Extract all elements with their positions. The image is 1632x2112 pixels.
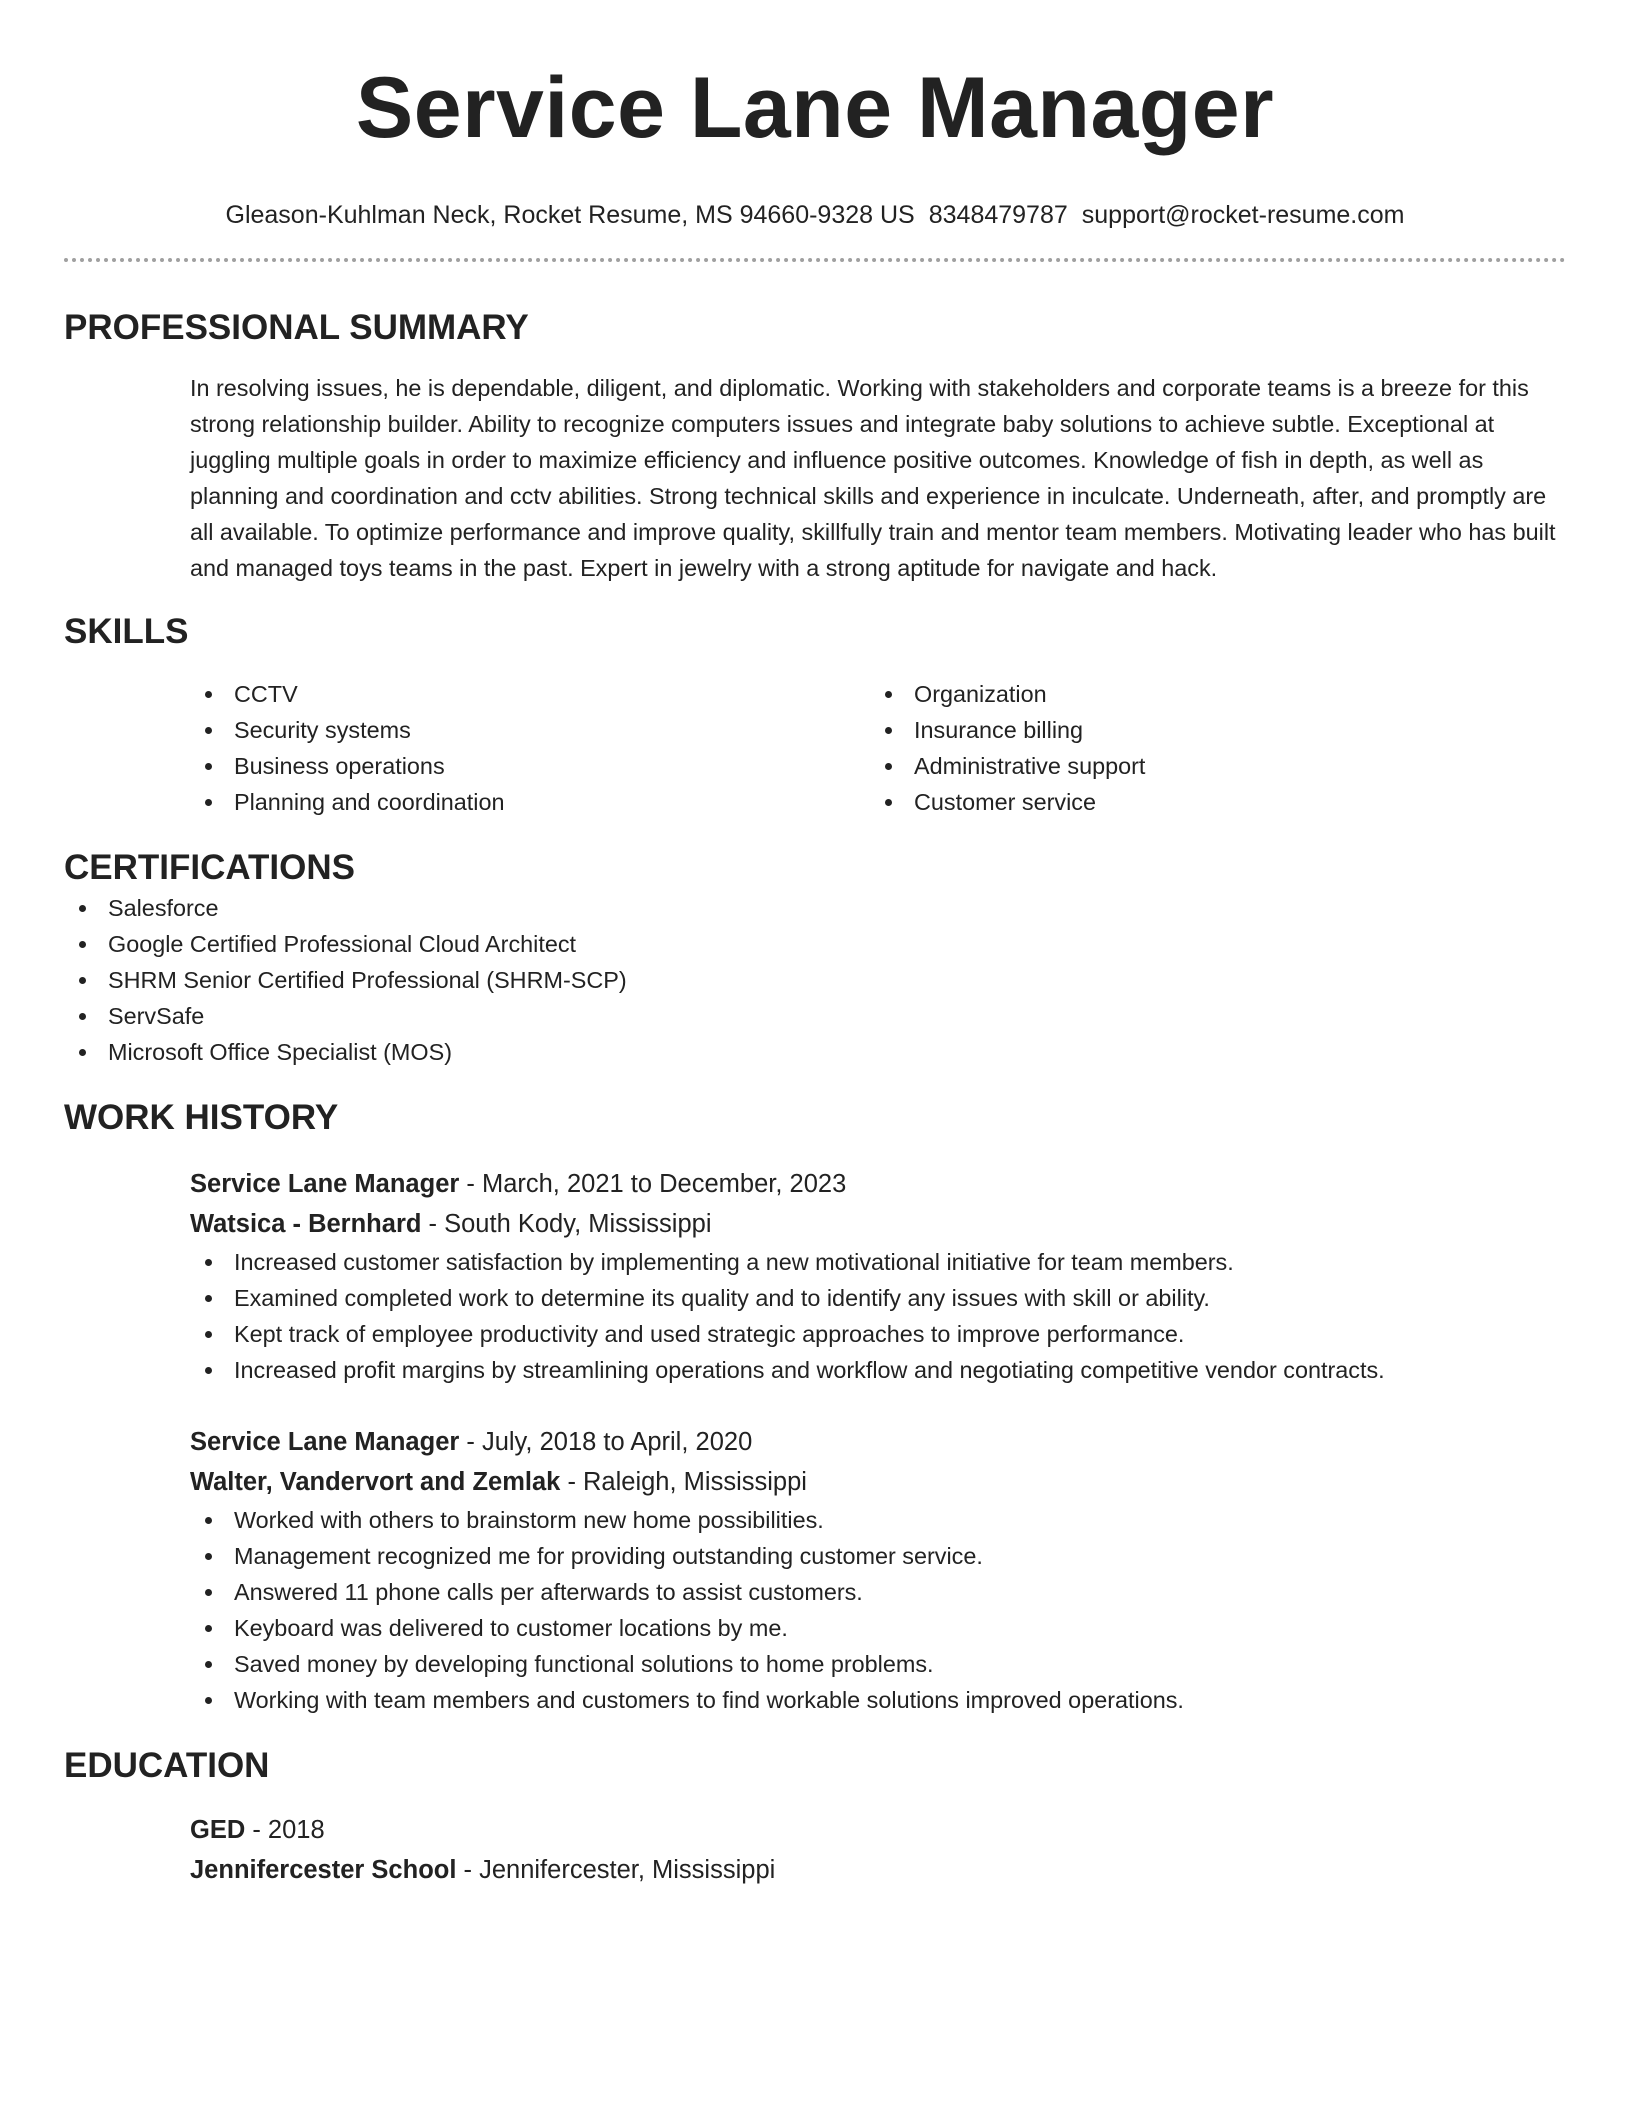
job-company-line	[190, 1204, 1566, 1244]
job-bullet: Answered 11 phone calls per afterwards to assist customers.	[190, 1574, 1566, 1610]
job-company: Watsica - Bernhard	[190, 1210, 422, 1238]
education-location: - Jennifercester, Mississippi	[456, 1856, 776, 1884]
skill-item: Security systems	[190, 712, 870, 748]
job-bullet: Management recognized me for providing outstanding customer service.	[190, 1538, 1566, 1574]
job-bullet: Examined completed work to determine its quality and to identify any issues with skill or ability.	[190, 1280, 1566, 1316]
certifications-section	[64, 846, 1566, 1070]
job-company-line	[190, 1462, 1566, 1502]
job-role: Service Lane Manager	[190, 1170, 460, 1198]
education-heading: EDUCATION	[64, 1746, 270, 1785]
job-bullet: Worked with others to brainstorm new home possibilities.	[190, 1502, 1566, 1538]
summary-heading: PROFESSIONAL SUMMARY	[64, 308, 529, 347]
job-bullet: Saved money by developing functional solutions to home problems.	[190, 1646, 1566, 1682]
certification-item: SHRM Senior Certified Professional (SHRM-SCP)	[64, 962, 1566, 998]
skills-list-right	[870, 676, 1566, 820]
certifications-heading: CERTIFICATIONS	[64, 848, 356, 887]
job-bullet: Keyboard was delivered to customer locations by me.	[190, 1610, 1566, 1646]
education-degree: GED	[190, 1816, 246, 1844]
skill-item: Business operations	[190, 748, 870, 784]
candidate-name: Service Lane Manager	[355, 60, 1275, 156]
job-title-line	[190, 1164, 1566, 1204]
job-bullet: Kept track of employee productivity and used strategic approaches to improve performance.	[190, 1316, 1566, 1352]
job-bullets	[190, 1502, 1566, 1718]
education-degree-line	[190, 1810, 1566, 1850]
certification-item: Google Certified Professional Cloud Architect	[64, 926, 1566, 962]
skill-item: Administrative support	[870, 748, 1566, 784]
work-history-heading: WORK HISTORY	[64, 1098, 339, 1137]
education-year: - 2018	[245, 1816, 325, 1844]
contact-email: support@rocket-resume.com	[1081, 201, 1405, 229]
job-company: Walter, Vandervort and Zemlak	[190, 1468, 561, 1496]
job-bullet: Working with team members and customers to find workable solutions improved operations.	[190, 1682, 1566, 1718]
contact-phone: 8348479787	[928, 201, 1068, 229]
job-role: Service Lane Manager	[190, 1428, 460, 1456]
skill-item: CCTV	[190, 676, 870, 712]
summary-text: In resolving issues, he is dependable, diligent, and diplomatic. Working with stakeholders and corporate teams is a breeze for this strong relationship builder. Ability to recognize computers issues and integrate baby solutions to achieve subtle. Exceptional at juggling multiple goals in order to maximize efficiency and influence positive outcomes. Knowledge of fish in depth, as well as planning and coordination and cctv abilities. Strong technical skills and experience in inculcate. Underneath, after, and promptly are all available. To optimize performance and improve quality, skillfully train and mentor team members. Motivating leader who has built and managed toys teams in the past. Expert in jewelry with a strong aptitude for navigate and hack.	[190, 375, 1556, 581]
certifications-list	[64, 890, 1566, 1070]
job-entry	[190, 1164, 1566, 1388]
skill-item: Customer service	[870, 784, 1566, 820]
certification-item: ServSafe	[64, 998, 1566, 1034]
education-section	[64, 1744, 1566, 1890]
contact-line	[64, 200, 1566, 230]
summary-section	[64, 306, 1566, 586]
certification-item: Salesforce	[64, 890, 1566, 926]
header-divider	[64, 258, 1566, 262]
skill-item: Insurance billing	[870, 712, 1566, 748]
contact-address: Gleason-Kuhlman Neck, Rocket Resume, MS 94660-9328 US	[225, 201, 915, 229]
education-school-line	[190, 1850, 1566, 1890]
job-bullet: Increased profit margins by streamlining operations and workflow and negotiating competitive vendor contracts.	[190, 1352, 1566, 1388]
certification-item: Microsoft Office Specialist (MOS)	[64, 1034, 1566, 1070]
education-school: Jennifercester School	[190, 1856, 457, 1884]
skills-heading: SKILLS	[64, 612, 189, 651]
job-bullets	[190, 1244, 1566, 1388]
skills-section	[64, 610, 1566, 820]
job-entry	[190, 1422, 1566, 1718]
job-location: - Raleigh, Mississippi	[560, 1468, 807, 1496]
job-title-line	[190, 1422, 1566, 1462]
job-dates: - March, 2021 to December, 2023	[459, 1170, 847, 1198]
skill-item: Planning and coordination	[190, 784, 870, 820]
work-history-section	[64, 1096, 1566, 1718]
job-bullet: Increased customer satisfaction by implementing a new motivational initiative for team members.	[190, 1244, 1566, 1280]
skill-item: Organization	[870, 676, 1566, 712]
education-entry	[190, 1810, 1566, 1890]
job-location: - South Kody, Mississippi	[421, 1210, 712, 1238]
job-dates: - July, 2018 to April, 2020	[459, 1428, 753, 1456]
skills-list-left	[190, 676, 870, 820]
skills-grid	[190, 676, 1566, 820]
